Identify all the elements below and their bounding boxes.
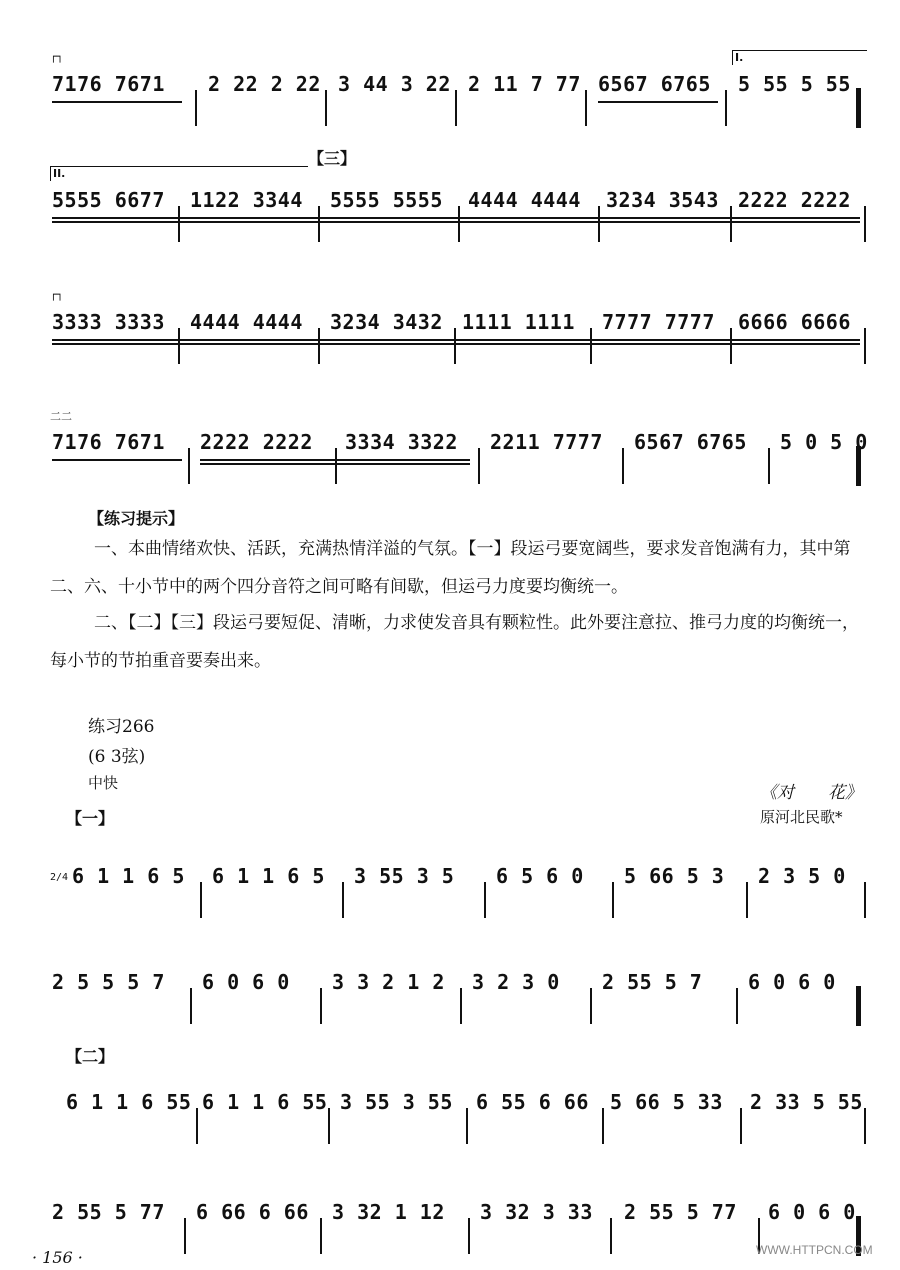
measure: 6666 6666 <box>738 310 851 334</box>
volta-bracket-1: I. <box>732 50 867 65</box>
meter: 2/4 <box>50 872 69 883</box>
measure: 3234 3543 <box>606 188 719 212</box>
score-line-4: 二二 7176 7671 2222 2222 3334 3322 2211 7777 6567 6765 5 0 5 0 <box>50 408 870 468</box>
watermark: WWW.HTTPCN.COM <box>756 1243 873 1257</box>
exercise-title: 练习266 <box>88 717 155 737</box>
measure: 3 55 3 55 <box>340 1090 453 1114</box>
measure: 3 32 3 33 <box>480 1200 593 1224</box>
measure: 5 66 5 33 <box>610 1090 723 1114</box>
exercise-line-3 <box>50 1068 870 1128</box>
measure: 2 5 5 5 7 <box>52 970 165 994</box>
score-line-3: ┌┐ 3333 3333 4444 4444 3234 3432 1111 1111 7777 7777 6666 6666 <box>50 288 870 348</box>
measure: 6567 6765 <box>598 72 711 96</box>
measure: 5555 6677 <box>52 188 165 212</box>
measure: 2 11 7 77 <box>468 72 581 96</box>
page-number: · 156 · <box>32 1248 83 1267</box>
exercise-line-4 <box>50 1178 870 1238</box>
score-line-2 <box>50 166 870 226</box>
exercise-tuning: (6 3弦) <box>88 747 146 767</box>
measure: 2 55 5 77 <box>52 1200 165 1224</box>
bow-mark: ┌┐ <box>50 50 64 63</box>
section-label-1: 【一】 <box>66 809 115 828</box>
measure: 6 1 1 6 5 <box>72 864 185 888</box>
measure: 3 3 2 1 2 <box>332 970 445 994</box>
exercise-line-1 <box>50 842 870 902</box>
measure: 4444 4444 <box>190 310 303 334</box>
measure: 5 55 5 55 <box>738 72 851 96</box>
measure: 6 1 1 6 5 <box>212 864 325 888</box>
measure: 6 1 1 6 55 <box>66 1090 192 1114</box>
measure: 6 0 6 0 <box>748 970 836 994</box>
measure: 7176 7671 <box>52 72 165 96</box>
measure: 1111 1111 <box>462 310 575 334</box>
tips-paragraph-2: 二、【二】【三】段运弓要短促、清晰，力求使发音具有颗粒性。此外要注意拉、推弓力度的均衡统一，每小节的节拍重音要奏出来。 <box>50 613 859 671</box>
measure: 3 2 3 0 <box>472 970 560 994</box>
measure: 2211 7777 <box>490 430 603 454</box>
measure: 3 55 3 5 <box>354 864 455 888</box>
measure: 7176 7671 <box>52 430 165 454</box>
measure: 6 5 6 0 <box>496 864 584 888</box>
measure: 6 0 6 0 <box>202 970 290 994</box>
measure: 5 66 5 3 <box>624 864 725 888</box>
section-label-3: 【三】 <box>308 149 357 168</box>
measure: 3 32 1 12 <box>332 1200 445 1224</box>
exercise-tempo: 中快 <box>88 774 119 792</box>
measure: 2222 2222 <box>200 430 313 454</box>
measure: 5555 5555 <box>330 188 443 212</box>
measure: 4444 4444 <box>468 188 581 212</box>
measure: 7777 7777 <box>602 310 715 334</box>
measure: 2 22 2 22 <box>208 72 321 96</box>
measure: 3234 3432 <box>330 310 443 334</box>
measure: 6 0 6 0 <box>768 1200 856 1224</box>
measure: 2 33 5 55 <box>750 1090 863 1114</box>
volta-bracket-2: II. <box>50 166 308 181</box>
song-title: 《对 花》 <box>760 783 862 803</box>
measure: 6 55 6 66 <box>476 1090 589 1114</box>
score-line-1 <box>50 50 870 110</box>
measure: 5 0 5 0 <box>780 430 868 454</box>
song-source: 原河北民歌* <box>760 808 843 826</box>
tips-heading: 【练习提示】 <box>88 509 185 528</box>
measure: 3333 3333 <box>52 310 165 334</box>
tips-paragraph-1: 一、本曲情绪欢快、活跃，充满热情洋溢的气氛。【一】段运弓要宽阔些，要求发音饱满有力，其中第二、六、十小节中的两个四分音符之间可略有间歇，但运弓力度要均衡统一。 <box>50 539 851 597</box>
measure: 6 66 6 66 <box>196 1200 309 1224</box>
measure: 6567 6765 <box>634 430 747 454</box>
exercise-line-2 <box>50 948 870 1008</box>
measure: 2 55 5 77 <box>624 1200 737 1224</box>
measure: 3 44 3 22 <box>338 72 451 96</box>
measure: 2222 2222 <box>738 188 851 212</box>
measure: 2 3 5 0 <box>758 864 846 888</box>
measure: 1122 3344 <box>190 188 303 212</box>
measure: 6 1 1 6 55 <box>202 1090 328 1114</box>
section-label-2: 【二】 <box>66 1047 115 1066</box>
measure: 2 55 5 7 <box>602 970 703 994</box>
measure: 3334 3322 <box>345 430 458 454</box>
